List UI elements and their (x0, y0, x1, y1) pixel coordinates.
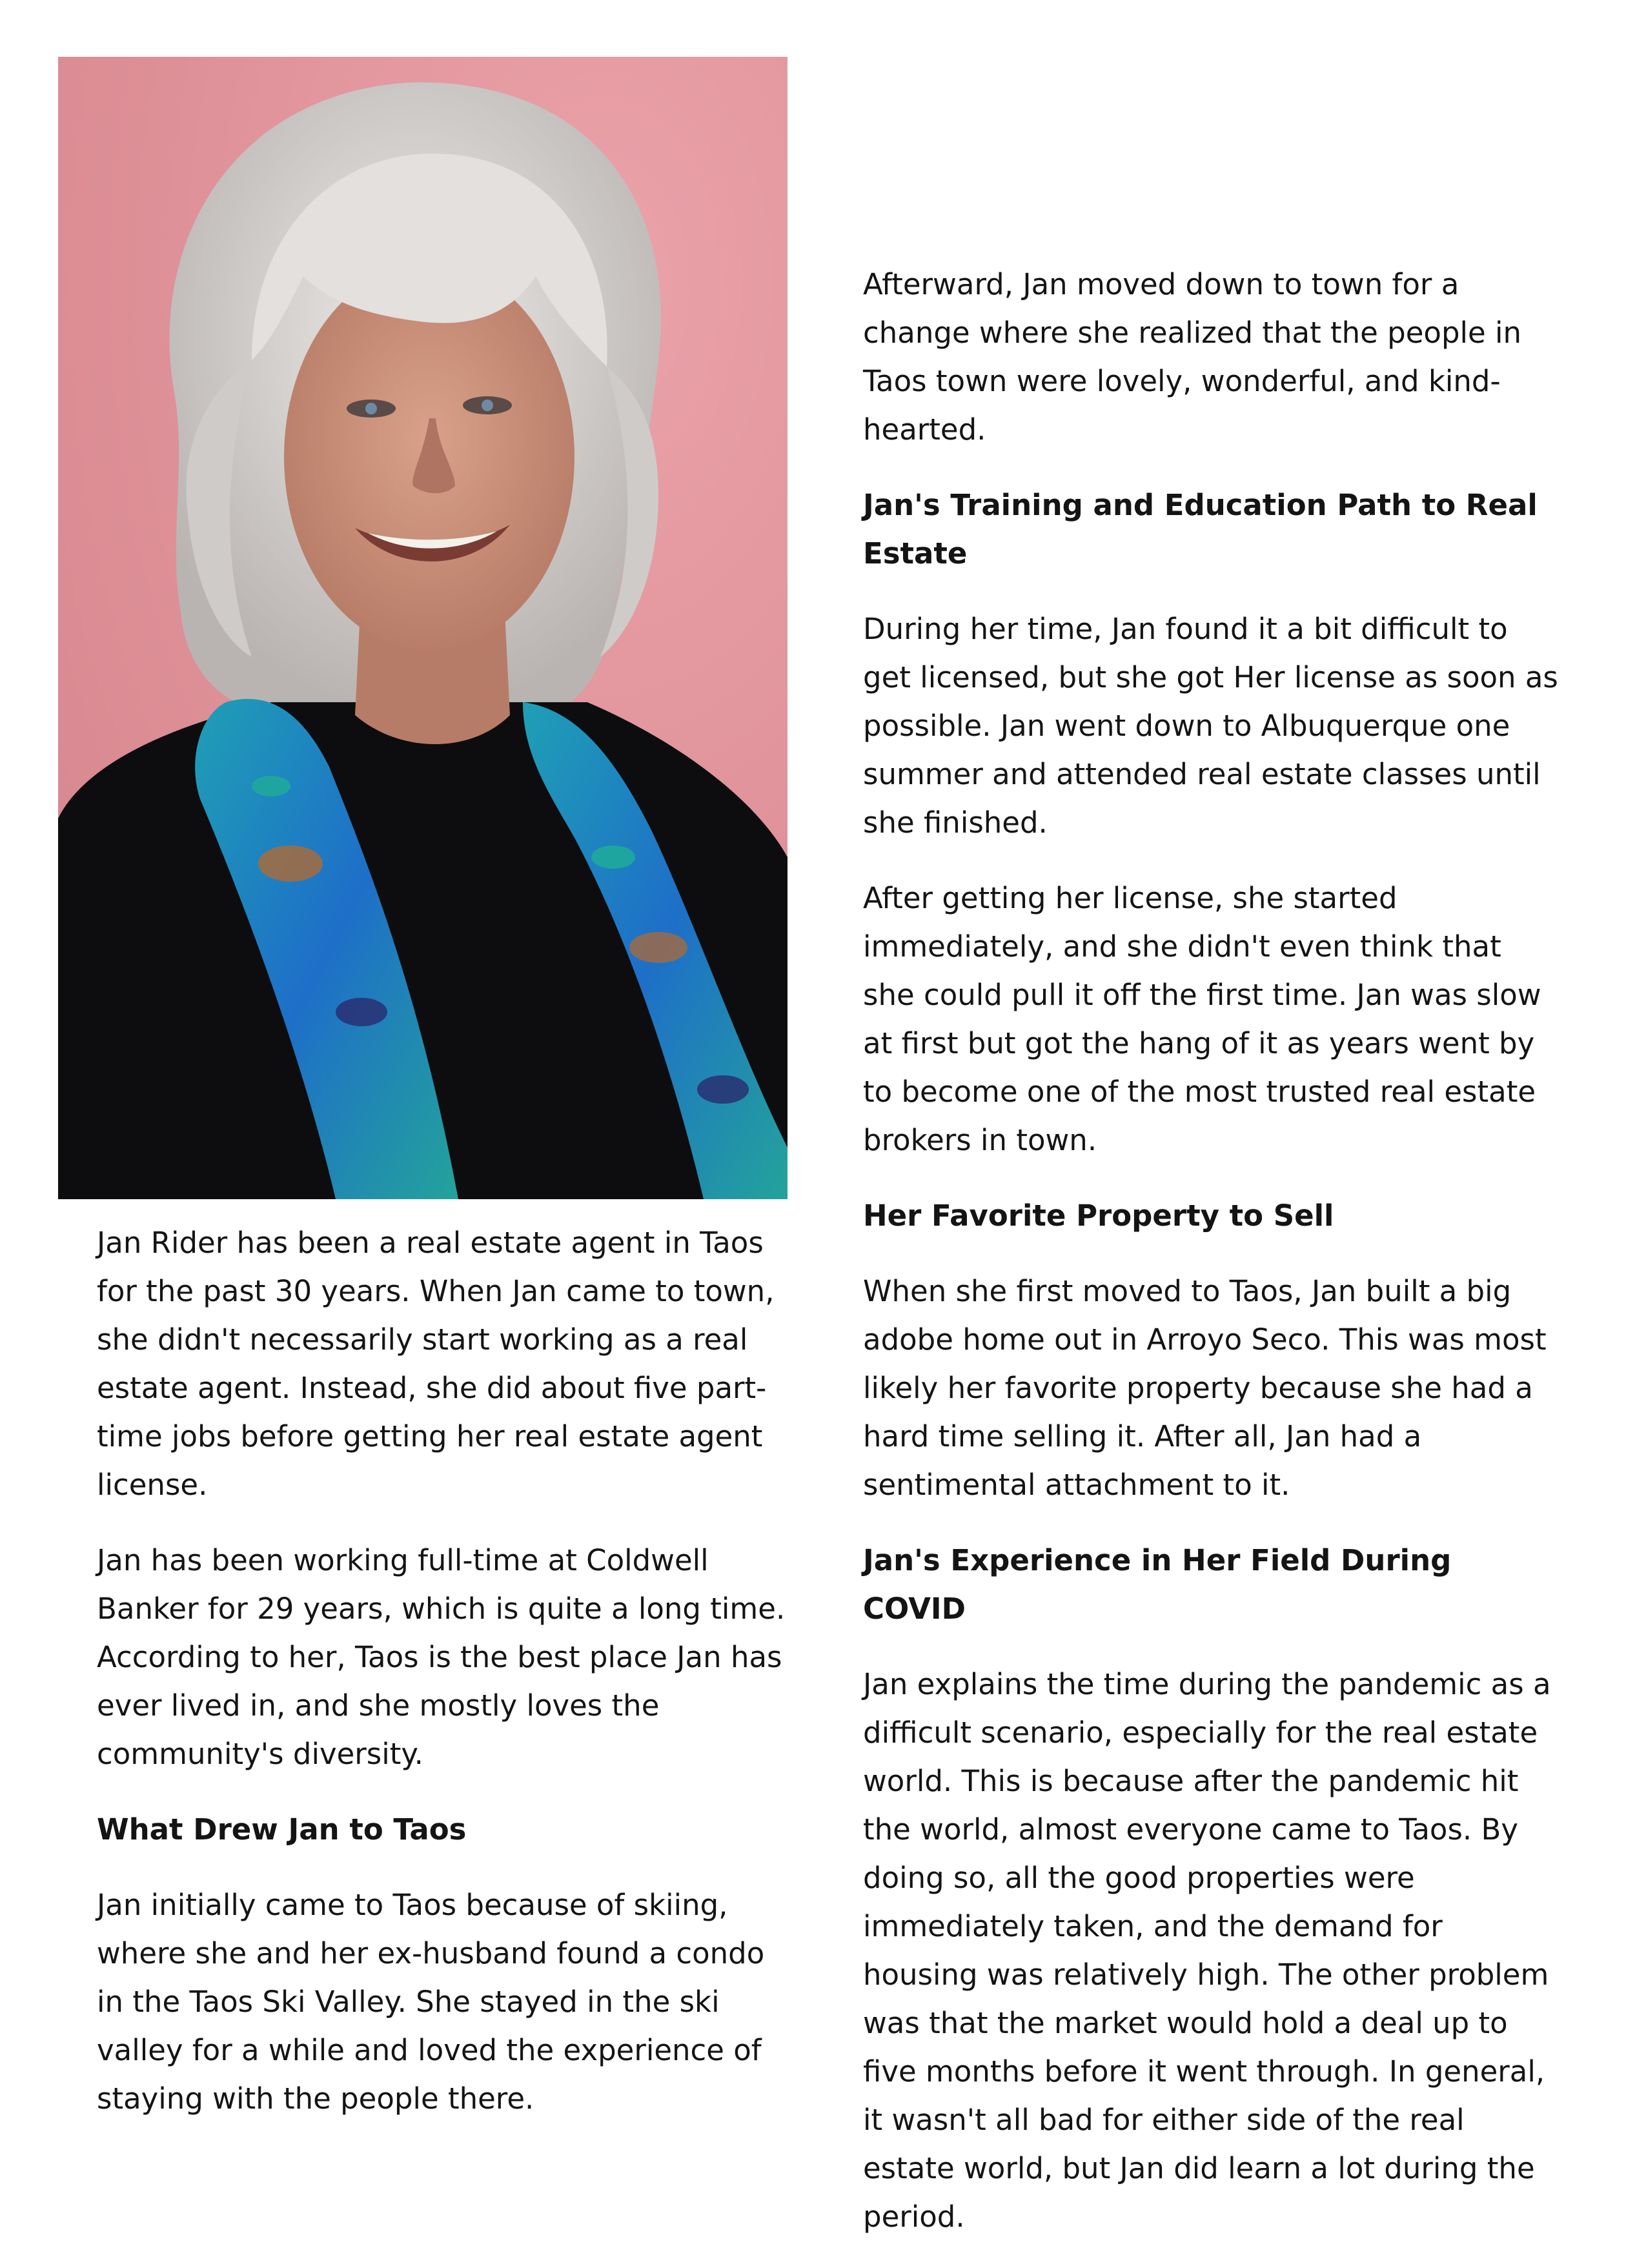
licensing-paragraph: During her time, Jan found it a bit difficult to get licensed, but she got Her license as soon as possible. Jan went down to Albuquerque one summer and attended real estate classes until she finished. (863, 612, 1558, 840)
skiing-paragraph: Jan initially came to Taos because of skiing, where she and her ex-husband found a condo in the Taos Ski Valley. She stayed in the ski valley for a while and loved the experience of staying with the people there. (97, 1888, 765, 2116)
portrait-illustration (58, 57, 787, 1199)
adobe-home-paragraph: When she first moved to Taos, Jan built a big adobe home out in Arroyo Seco. This was most likely her favorite property because she had a hard time selling it. After all, Jan had a sentimental attachment to it. (863, 1274, 1547, 1502)
heading-favorite-property: Her Favorite Property to Sell (863, 1199, 1334, 1233)
afterward-paragraph: Afterward, Jan moved down to town for a change where she realized that the people in Taos town were lovely, wonderful, and kind-hearted. (863, 267, 1522, 447)
right-column (863, 260, 1560, 2268)
portrait-photo (58, 57, 787, 1199)
left-column (97, 1219, 797, 2150)
heading-covid-experience: Jan's Experience in Her Field During COVID (863, 1543, 1452, 1626)
heading-what-drew-jan: What Drew Jan to Taos (97, 1812, 467, 1847)
heading-training-education: Jan's Training and Education Path to Real Estate (863, 488, 1538, 571)
coldwell-banker-paragraph: Jan has been working full-time at Coldwell Banker for 29 years, which is quite a long time. According to her, Taos is the best place Jan has ever lived in, and she mostly loves the community's diversity. (97, 1543, 786, 1771)
career-start-paragraph: After getting her license, she started immediately, and she didn't even think that she could pull it off the first time. Jan was slow at first but got the hang of it as years went by to become one of the most trusted real estate brokers in town. (863, 881, 1541, 1157)
pandemic-paragraph: Jan explains the time during the pandemic as a difficult scenario, especially for the real estate world. This is because after the pandemic hit the world, almost everyone came to Taos. By doing so, all the good properties were immediately taken, and the demand for housing was relatively high. The other problem was that the market would hold a deal up to five months before it went through. In general, it wasn't all bad for either side of the real estate world, but Jan did learn a lot during the period. (863, 1667, 1551, 2234)
intro-paragraph: Jan Rider has been a real estate agent in Taos for the past 30 years. When Jan came to town, she didn't necessarily start working as a real estate agent. Instead, she did about five part-time jobs before getting her real estate agent license. (97, 1226, 775, 1502)
